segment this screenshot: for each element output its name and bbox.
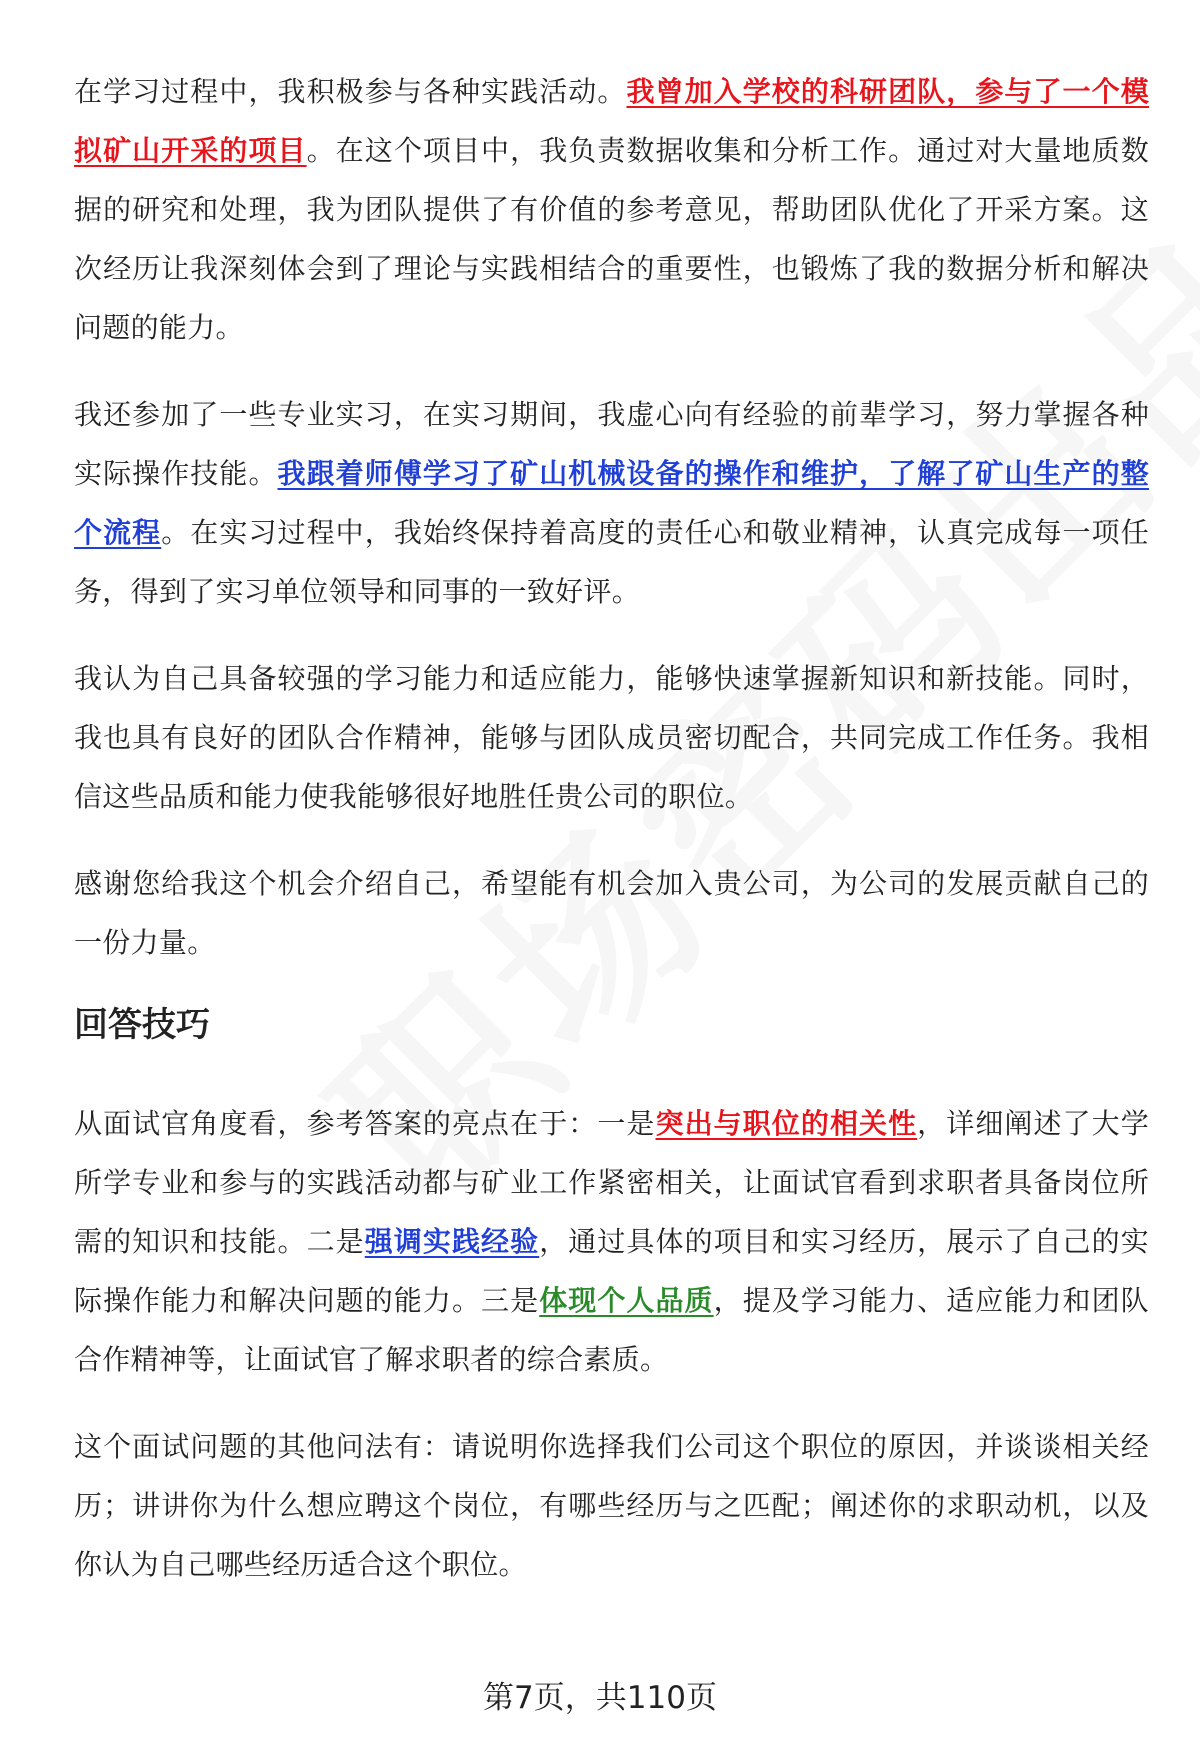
paragraph-alternative-questions: 这个面试问题的其他问法有：请说明你选择我们公司这个职位的原因，并谈谈相关经历；讲讲你为什么想应聘这个岗位，有哪些经历与之匹配；阐述你的求职动机，以及你认为自己哪些经历适合这个职位。 <box>74 1430 1149 1581</box>
paragraph-text: ，详细阐述了大学所学专业和参与的实践活动都与矿业工作紧密相关，让面试官看到求职者具备岗位所需的知识和技能。二是 <box>74 1107 1149 1258</box>
section-heading: 回答技巧 <box>74 1005 210 1045</box>
paragraph-abilities: 我认为自己具备较强的学习能力和适应能力，能够快速掌握新知识和新技能。同时，我也具有良好的团队合作精神，能够与团队成员密切配合，共同完成工作任务。我相信这些品质和能力使我能够很好地胜任贵公司的职位。 <box>74 662 1149 813</box>
highlight-blue: 我跟着师傅学习了矿山机械设备的操作和维护，了解了矿山生产的整个流程 <box>74 457 1149 549</box>
highlight-green: 体现个人品质 <box>539 1284 714 1317</box>
paragraph-text: 。在这个项目中，我负责数据收集和分析工作。通过对大量地质数据的研究和处理，我为团队提供了有价值的参考意见，帮助团队优化了开采方案。这次经历让我深刻体会到了理论与实践相结合的重要性，也锻炼了我的数据分析和解决问题的能力。 <box>74 134 1149 344</box>
highlight-red: 我曾加入学校的科研团队，参与了一个模拟矿山开采的项目 <box>74 75 1150 167</box>
paragraph-text: 从面试官角度看，参考答案的亮点在于：一是 <box>74 1107 656 1140</box>
paragraph-thanks: 感谢您给我这个机会介绍自己，希望能有机会加入贵公司，为公司的发展贡献自己的一份力量。 <box>74 867 1149 959</box>
paragraph-answer-tips <box>74 1094 1149 1389</box>
paragraph-internship <box>74 385 1149 621</box>
paragraph-text: 在学习过程中，我积极参与各种实践活动。 <box>74 75 627 108</box>
paragraph-text: ，提及学习能力、适应能力和团队合作精神等，让面试官了解求职者的综合素质。 <box>74 1284 1149 1376</box>
page-number-footer: 第7页，共110页 <box>483 1680 717 1716</box>
paragraph-research-project <box>74 62 1149 357</box>
highlight-blue: 强调实践经验 <box>364 1225 540 1258</box>
paragraph-text: ，通过具体的项目和实习经历，展示了自己的实际操作能力和解决问题的能力。三是 <box>74 1225 1149 1317</box>
main-content <box>74 62 1149 1622</box>
paragraph-text: 我还参加了一些专业实习，在实习期间，我虚心向有经验的前辈学习，努力掌握各种实际操作技能。 <box>74 398 1149 490</box>
paragraph-text: 。在实习过程中，我始终保持着高度的责任心和敬业精神，认真完成每一项任务，得到了实习单位领导和同事的一致好评。 <box>74 516 1149 608</box>
highlight-red: 突出与职位的相关性 <box>655 1107 918 1140</box>
